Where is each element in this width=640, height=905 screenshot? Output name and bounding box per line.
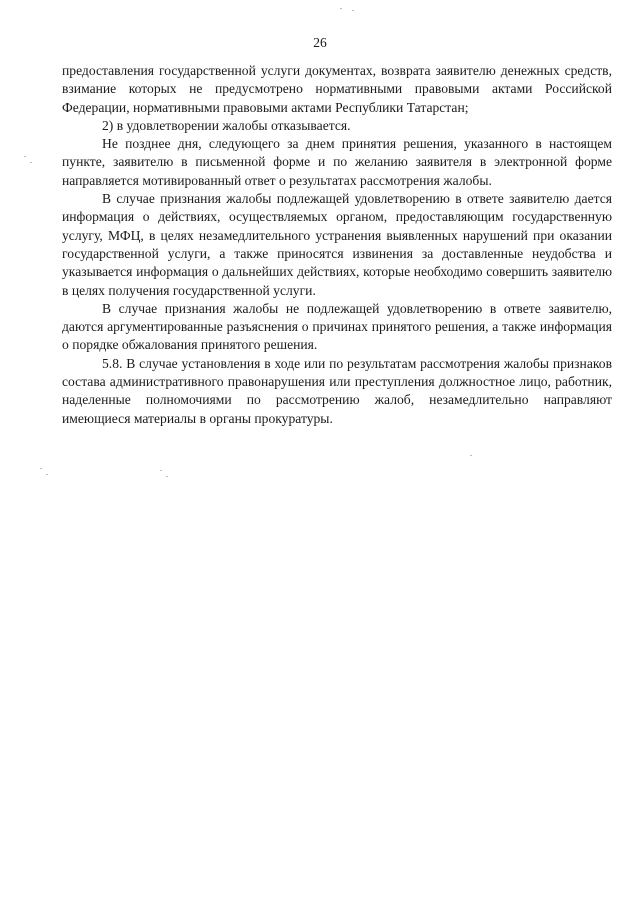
paragraph-refusal-item: 2) в удовлетворении жалобы отказывается. [102,117,351,133]
paragraph-complaint-satisfied: В случае признания жалобы подлежащей удовлетворению в ответе заявителю дается информация о действиях, осуществляемых органом, предоставляющим государственную услугу, МФЦ, в целях незамедлительного устранения выявленных нарушений при оказании государственной услуги, а также приносятся извинения за доставленные неудобства и указывается информация о дальнейших действиях, которые необходимо совершить заявителю в целях получения государственной услуги. [62,191,612,298]
document-body [62,62,612,428]
scan-speck [352,10,354,11]
scan-speck [30,162,32,163]
page-number: 26 [313,35,327,50]
paragraph-complaint-rejected: В случае признания жалобы не подлежащей удовлетворению в ответе заявителю, даются аргументированные разъяснения о причинах принятого решения, а также информация о порядке обжалования принятого решения. [62,300,612,353]
scan-speck [40,468,42,469]
scan-speck [160,470,162,471]
paragraph-section-5-8: 5.8. В случае установления в ходе или по результатам рассмотрения жалобы признаков состава административного правонарушения или преступления должностное лицо, работник, наделенные полномочиями по рассмотрению жалоб, незамедлительно направляют имеющиеся материалы в органы прокуратуры. [62,355,612,426]
scan-speck [24,156,26,157]
paragraph-response-deadline: Не позднее дня, следующего за днем принятия решения, указанного в настоящем пункте, заявителю в письменной форме и по желанию заявителя в электронной форме направляется мотивированный ответ о результатах рассмотрения жалобы. [62,136,612,188]
scan-speck [470,455,472,456]
scan-speck [166,476,168,477]
scan-speck [46,474,48,475]
scan-speck [340,8,342,9]
paragraph-continuation: предоставления государственной услуги документах, возврата заявителю денежных средств, взимание которых не предусмотрено нормативными правовыми актами Российской Федерации, нормативными правовыми актами Республики Татарстан; [62,63,612,115]
